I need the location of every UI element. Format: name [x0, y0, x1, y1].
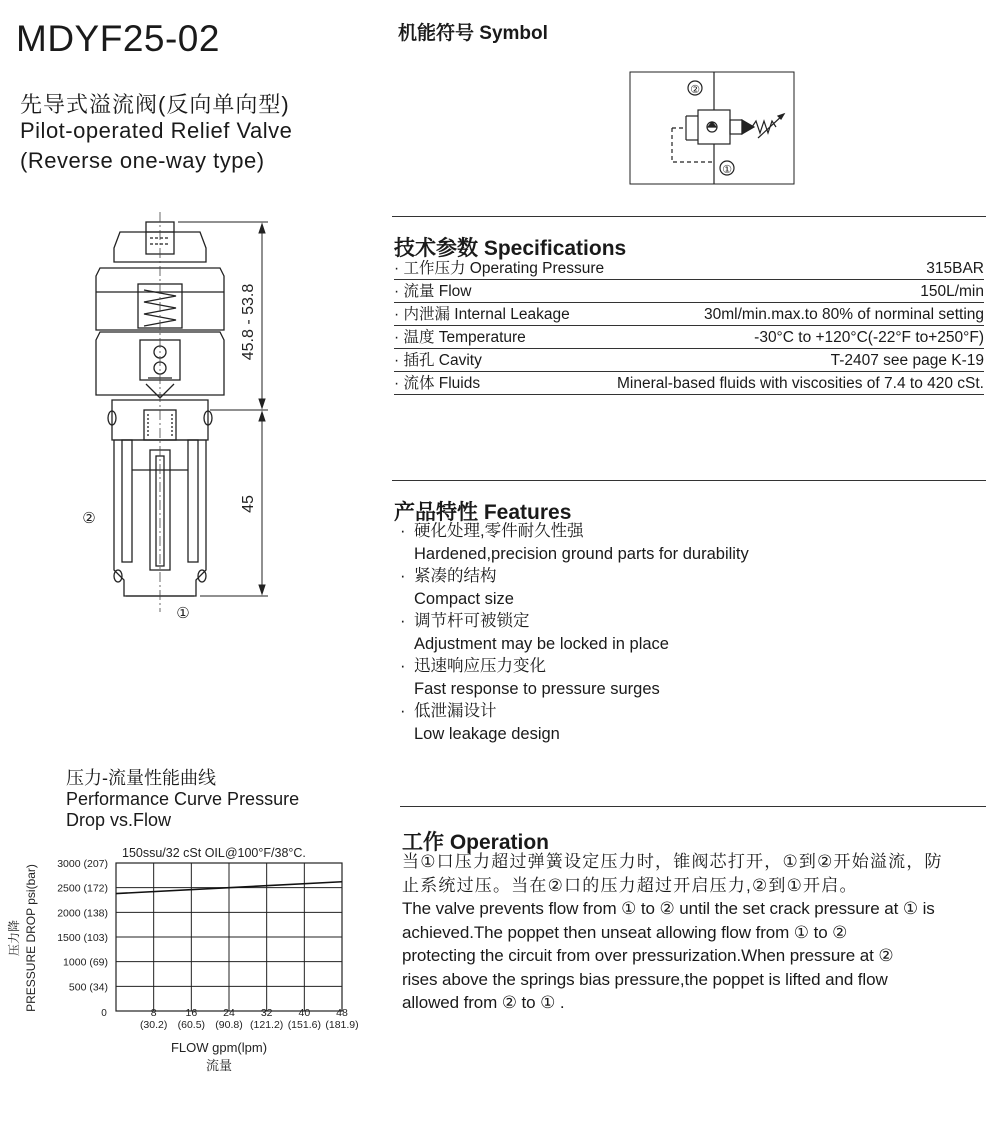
spec-label: · 工作压力 Operating Pressure [394, 260, 605, 277]
chart-x-tick-sublabel: (60.5) [177, 1019, 206, 1031]
spec-value: T-2407 see page K-19 [830, 352, 984, 369]
chart-x-tick-label: 16 [185, 1007, 198, 1019]
chart-y-tick-label: 1500 (103) [57, 932, 108, 944]
performance-title-en-2: Drop vs.Flow [66, 810, 172, 830]
chart-x-tick-label: 32 [260, 1007, 273, 1019]
symbol-port-1-label: ① [722, 164, 732, 176]
chart-x-label-cn: 流量 [205, 1058, 233, 1073]
performance-chart [0, 840, 390, 1090]
chart-title: 150ssu/32 cSt OIL@100°F/38°C. [122, 846, 306, 860]
spec-row-cavity [394, 349, 984, 372]
chart-y-label-cn: 压力降 [7, 919, 21, 957]
spec-label: · 温度 Temperature [394, 329, 526, 346]
chart-y-tick-label: 2500 (172) [57, 882, 108, 895]
model-number: MDYF25-02 [16, 18, 220, 59]
chart-x-tick-sublabel: (90.8) [215, 1019, 243, 1031]
features-list [398, 520, 749, 745]
feature-en: Fast response to pressure surges [414, 679, 660, 698]
chart-x-tick-sublabel: (121.2) [250, 1019, 284, 1031]
title-english-line1: Pilot-operated Relief Valve [20, 118, 293, 143]
spec-row-fluids [394, 372, 984, 395]
spec-row-temperature [394, 326, 984, 349]
valve-cross-section-drawing [60, 210, 360, 630]
feature-en: Hardened,precision ground parts for durability [414, 544, 749, 563]
chart-y-tick-label: 2000 (138) [57, 907, 108, 920]
operation-cn-line2: 止系统过压。当在②口的压力超过开启压力,②到①开启。 [402, 875, 858, 895]
divider-operation [400, 806, 986, 807]
dimension-upper: 45.8 - 53.8 [240, 283, 257, 361]
feature-en: Low leakage design [414, 724, 560, 743]
spec-value: Mineral-based fluids with viscosities of 7.4 to 420 cSt. [616, 375, 984, 392]
spec-value: 30ml/min.max.to 80% of norminal setting [704, 306, 984, 323]
chart-x-tick-label: 48 [336, 1007, 348, 1019]
spec-label: · 流量 Flow [394, 283, 472, 300]
chart-x-tick-sublabel: (151.6) [287, 1019, 321, 1031]
drawing-port-1-label: ① [176, 605, 190, 622]
chart-y-tick-label: 3000 (207) [57, 858, 108, 870]
performance-title-en-1: Performance Curve Pressure [66, 789, 300, 809]
spec-value: 315BAR [926, 260, 984, 277]
performance-title-cn: 压力-流量性能曲线 [66, 768, 216, 788]
operation-text [402, 850, 998, 1015]
chart-x-label: FLOW gpm(lpm) [170, 1040, 268, 1055]
chart-y-tick-label: 500 (34) [68, 981, 108, 994]
hydraulic-symbol [620, 66, 800, 190]
operation-en-line4: rises above the springs bias pressure,the poppet is lifted and flow [402, 969, 888, 989]
title-english-line2: (Reverse one-way type) [20, 148, 265, 173]
chart-y-tick-label: 1000 (69) [63, 956, 108, 969]
feature-en: Adjustment may be locked in place [414, 634, 669, 653]
operation-title: 工作 Operation [402, 831, 550, 854]
title-chinese: 先导式溢流阀(反向单向型) [20, 92, 290, 117]
divider-features [392, 480, 986, 481]
spec-label: · 流体 Fluids [394, 375, 481, 392]
feature-cn: · 硬化处理,零件耐久性强 [398, 520, 749, 543]
operation-en-line1: The valve prevents flow from ① to ② until the set crack pressure at ① is [402, 899, 935, 918]
symbol-port-2-label: ② [690, 84, 700, 96]
spec-value: 150L/min [920, 283, 984, 300]
chart-x-tick-sublabel: (181.9) [325, 1019, 359, 1031]
feature-cn: · 低泄漏设计 [398, 700, 749, 723]
spec-label: · 插孔 Cavity [394, 352, 482, 369]
specs-title: 技术参数 Specifications [394, 237, 627, 260]
divider-specs [392, 216, 986, 217]
spec-value: -30°C to +120°C(-22°F to+250°F) [754, 329, 984, 346]
operation-en-line3: protecting the circuit from over pressurization.When pressure at ② [402, 946, 894, 965]
operation-en-line2: achieved.The poppet then unseat allowing flow from ① to ② [402, 922, 848, 942]
operation-en-line5: allowed from ② to ① . [402, 993, 565, 1012]
feature-cn: · 迅速响应压力变化 [398, 655, 749, 678]
chart-x-tick-label: 8 [150, 1007, 157, 1019]
chart-x-tick-sublabel: (30.2) [139, 1019, 168, 1031]
chart-origin-label: 0 [101, 1008, 107, 1019]
operation-cn-line1: 当①口压力超过弹簧设定压力时，锥阀芯打开，①到②开始溢流，防 [402, 852, 943, 871]
chart-x-tick-label: 40 [298, 1007, 311, 1019]
spec-row-pressure [394, 257, 984, 280]
spec-row-leakage [394, 303, 984, 326]
feature-en: Compact size [414, 589, 514, 608]
chart-y-label: PRESSURE DROP psi(bar) [24, 864, 38, 1012]
feature-cn: · 调节杆可被锁定 [398, 610, 749, 633]
spec-label: · 内泄漏 Internal Leakage [394, 306, 570, 323]
chart-x-tick-label: 24 [223, 1007, 235, 1019]
dimension-lower: 45 [240, 495, 257, 513]
performance-title [66, 768, 299, 831]
spec-row-flow [394, 280, 984, 303]
symbol-title: 机能符号 Symbol [398, 23, 548, 44]
features-title: 产品特性 Features [394, 501, 572, 524]
feature-cn: · 紧凑的结构 [398, 565, 749, 588]
drawing-port-2-label: ② [82, 510, 96, 527]
